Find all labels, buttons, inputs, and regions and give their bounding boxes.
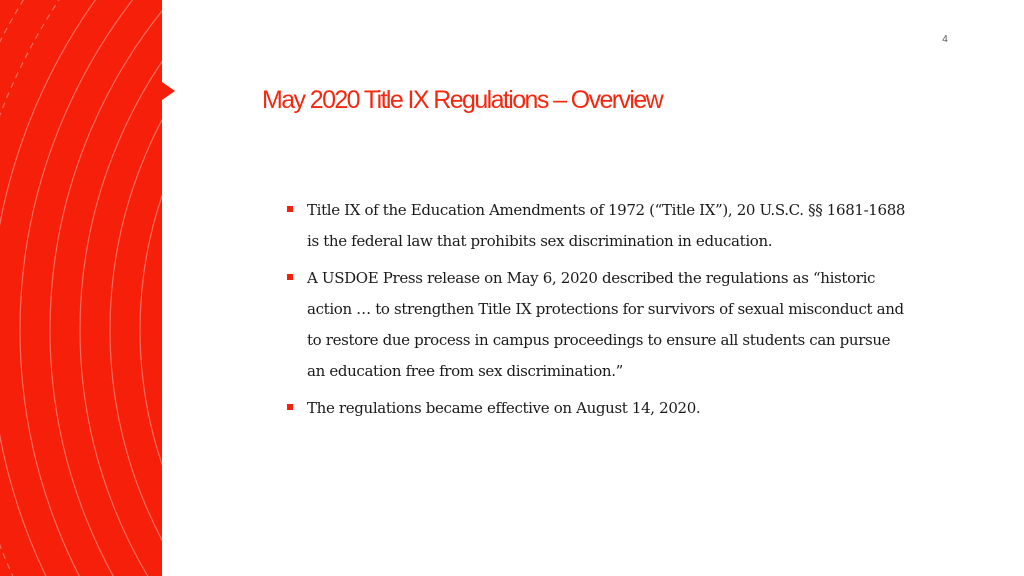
decorative-arcs xyxy=(0,0,162,576)
decorative-side-panel xyxy=(0,0,162,576)
square-bullet-icon xyxy=(287,206,293,212)
square-bullet-icon xyxy=(287,274,293,280)
square-bullet-icon xyxy=(287,404,293,410)
page-number: 4 xyxy=(942,34,948,45)
slide-title: May 2020 Title IX Regulations – Overview xyxy=(262,86,663,114)
bullet-item xyxy=(286,393,911,424)
bullet-item xyxy=(286,195,911,257)
bullet-text: Title IX of the Education Amendments of 1972 (“Title IX”), 20 U.S.C. §§ 1681-1688 is the federal law that prohibits sex discrimination in education. xyxy=(307,201,906,250)
bullet-text: The regulations became effective on August 14, 2020. xyxy=(307,399,701,417)
side-pointer-triangle xyxy=(162,82,175,100)
bullet-list xyxy=(286,195,911,430)
bullet-text: A USDOE Press release on May 6, 2020 described the regulations as “historic action … to strengthen Title IX protections for survivors of sexual misconduct and to restore due process in campus proceedings to ensure all students can pursue an education free from sex discrimination.” xyxy=(307,269,904,380)
bullet-item xyxy=(286,263,911,387)
